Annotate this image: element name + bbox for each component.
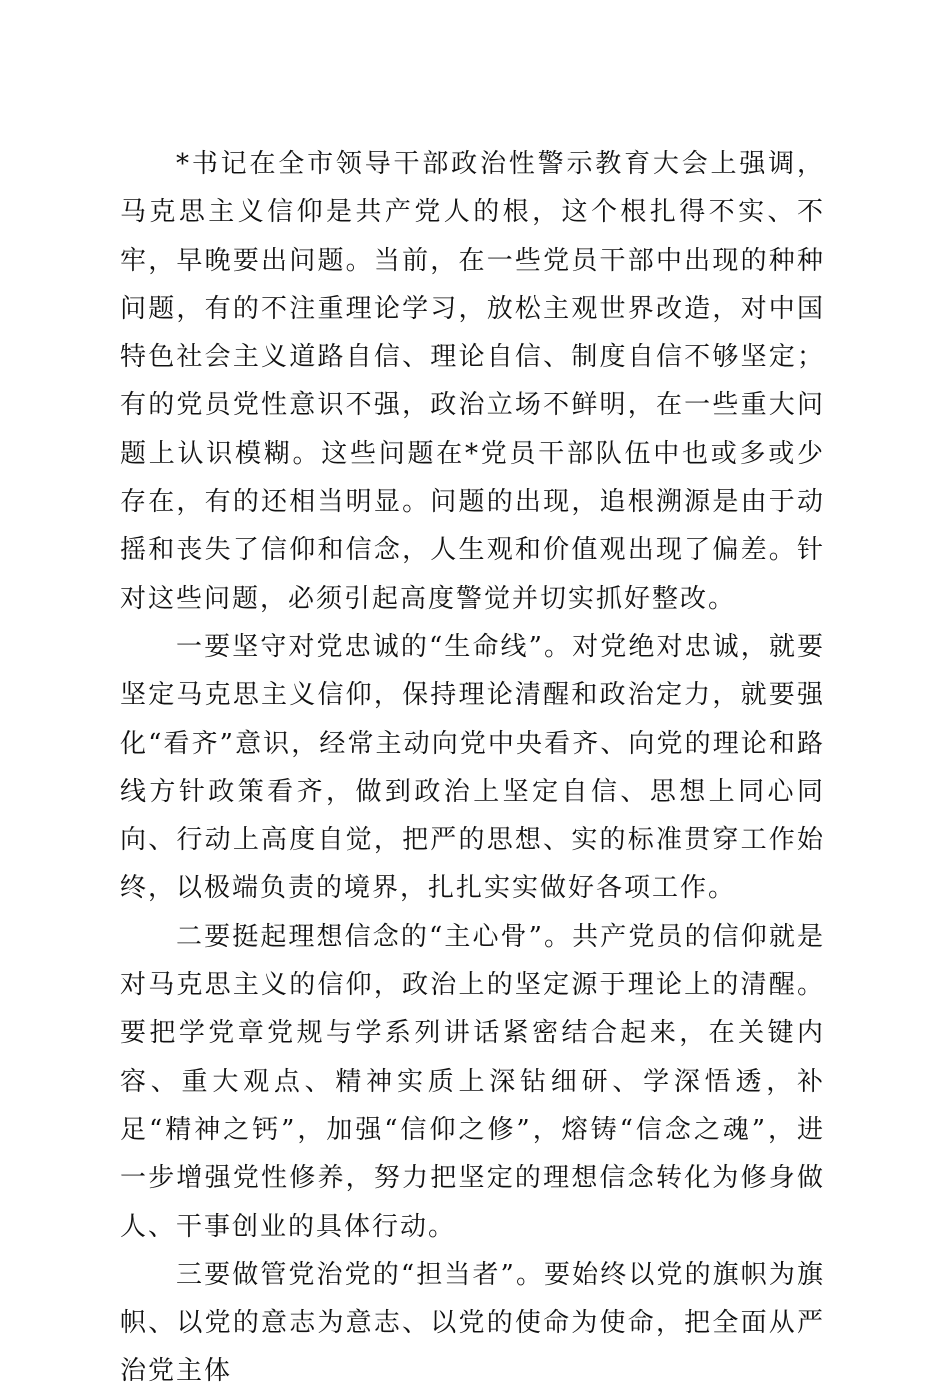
paragraph-point-one: 一要坚守对党忠诚的“生命线”。对党绝对忠诚，就要坚定马克思主义信仰，保持理论清醒和政治定力，就要强化“看齐”意识，经常主动向党中央看齐、向党的理论和路线方针政策看齐，做到政治上坚定自信、思想上同心同向、行动上高度自觉，把严的思想、实的标准贯穿工作始终，以极端负责的境界，扎扎实实做好各项工作。 (120, 631, 825, 904)
paragraph-point-two: 二要挺起理想信念的“主心骨”。共产党员的信仰就是对马克思主义的信仰，政治上的坚定源于理论上的清醒。要把学党章党规与学系列讲话紧密结合起来，在关键内容、重大观点、精神实质上深钻细研、学深悟透，补足“精神之钙”，加强“信仰之修”，熔铸“信念之魂”，进一步增强党性修养，努力把坚定的理想信念转化为修身做人、干事创业的具体行动。 (120, 921, 825, 1242)
paragraph-intro: *书记在全市领导干部政治性警示教育大会上强调，马克思主义信仰是共产党人的根，这个根扎得不实、不牢，早晚要出问题。当前，在一些党员干部中出现的种种问题，有的不注重理论学习，放松主观世界改造，对中国特色社会主义道路自信、理论自信、制度自信不够坚定；有的党员党性意识不强，政治立场不鲜明，在一些重大问题上认识模糊。这些问题在*党员干部队伍中也或多或少存在，有的还相当明显。问题的出现，追根溯源是由于动摇和丧失了信仰和信念，人生观和价值观出现了偏差。针对这些问题，必须引起高度警觉并切实抓好整改。 (120, 149, 825, 614)
document-body (120, 140, 825, 1396)
paragraph-point-three: 三要做管党治党的“担当者”。要始终以党的旗帜为旗帜、以党的意志为意志、以党的使命为使命，把全面从严治党主体 (120, 1259, 825, 1387)
